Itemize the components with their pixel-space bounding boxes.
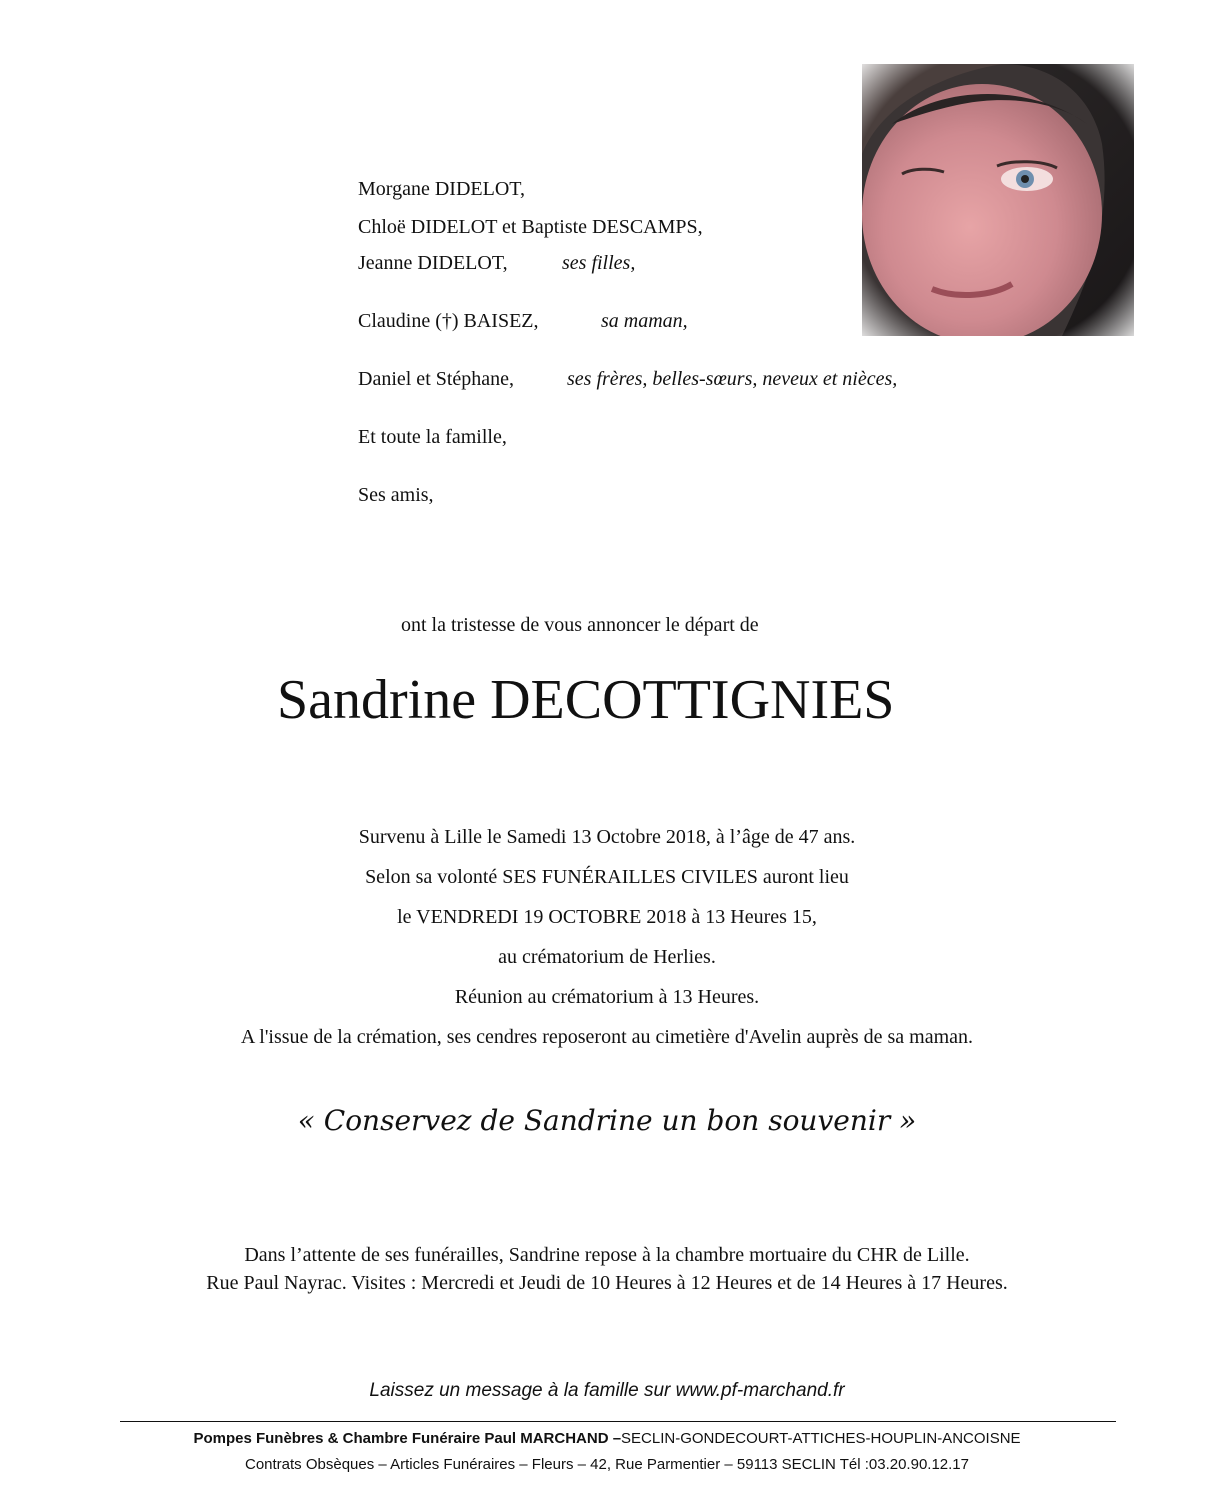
family-line-3: [358, 252, 636, 275]
portrait-icon: [862, 64, 1134, 336]
announcement-text: ont la tristesse de vous annoncer le départ de: [401, 614, 759, 636]
deceased-name: Sandrine DECOTTIGNIES: [277, 669, 895, 731]
footer-towns: SECLIN-GONDECOURT-ATTICHES-HOUPLIN-ANCOISNE: [621, 1430, 1021, 1447]
detail-line-2: Selon sa volonté SES FUNÉRAILLES CIVILES auront lieu: [365, 866, 849, 888]
family-name-daughters: Jeanne DIDELOT,: [358, 252, 508, 274]
visit-line-1: Dans l’attente de ses funérailles, Sandrine repose à la chambre mortuaire du CHR de Lille.: [244, 1244, 970, 1266]
family-role-mother: sa maman,: [601, 310, 688, 332]
visit-line-2: Rue Paul Nayrac. Visites : Mercredi et Jeudi de 10 Heures à 12 Heures et de 14 Heures à 17 Heures.: [206, 1272, 1008, 1294]
family-line-7: Ses amis,: [358, 484, 434, 506]
footer-contact: Contrats Obsèques – Articles Funéraires – Fleurs – 42, Rue Parmentier – 59113 SECLIN Tél :03.20.90.12.17: [244, 1456, 969, 1473]
detail-line-6: A l'issue de la crémation, ses cendres reposeront au cimetière d'Avelin auprès de sa maman.: [240, 1026, 974, 1048]
portrait-photo: [862, 64, 1134, 336]
detail-line-1: Survenu à Lille le Samedi 13 Octobre 2018, à l’âge de 47 ans.: [358, 826, 856, 848]
footer-company-line: [0, 1430, 1214, 1447]
family-line-1: Morgane DIDELOT,: [358, 178, 525, 200]
family-role-siblings: ses frères, belles-sœurs, neveux et nièces,: [567, 368, 898, 390]
message-link[interactable]: Laissez un message à la famille sur www.pf-marchand.fr: [369, 1380, 845, 1401]
family-name-mother: Claudine (†) BAISEZ,: [358, 310, 539, 332]
family-name-siblings: Daniel et Stéphane,: [358, 368, 515, 390]
family-line-2: Chloë DIDELOT et Baptiste DESCAMPS,: [358, 216, 703, 238]
family-role-daughters: ses filles,: [562, 252, 636, 274]
family-line-4: [358, 310, 688, 333]
detail-line-4: au crématorium de Herlies.: [498, 946, 716, 968]
family-line-5: [358, 368, 898, 391]
footer-divider: [120, 1421, 1116, 1422]
family-line-6: Et toute la famille,: [358, 426, 507, 448]
footer-company: Pompes Funèbres & Chambre Funéraire Paul MARCHAND –: [193, 1430, 622, 1447]
detail-line-5: Réunion au crématorium à 13 Heures.: [454, 986, 760, 1008]
detail-line-3: le VENDREDI 19 OCTOBRE 2018 à 13 Heures 15,: [397, 906, 817, 928]
memorial-quote: « Conservez de Sandrine un bon souvenir »: [297, 1104, 917, 1137]
